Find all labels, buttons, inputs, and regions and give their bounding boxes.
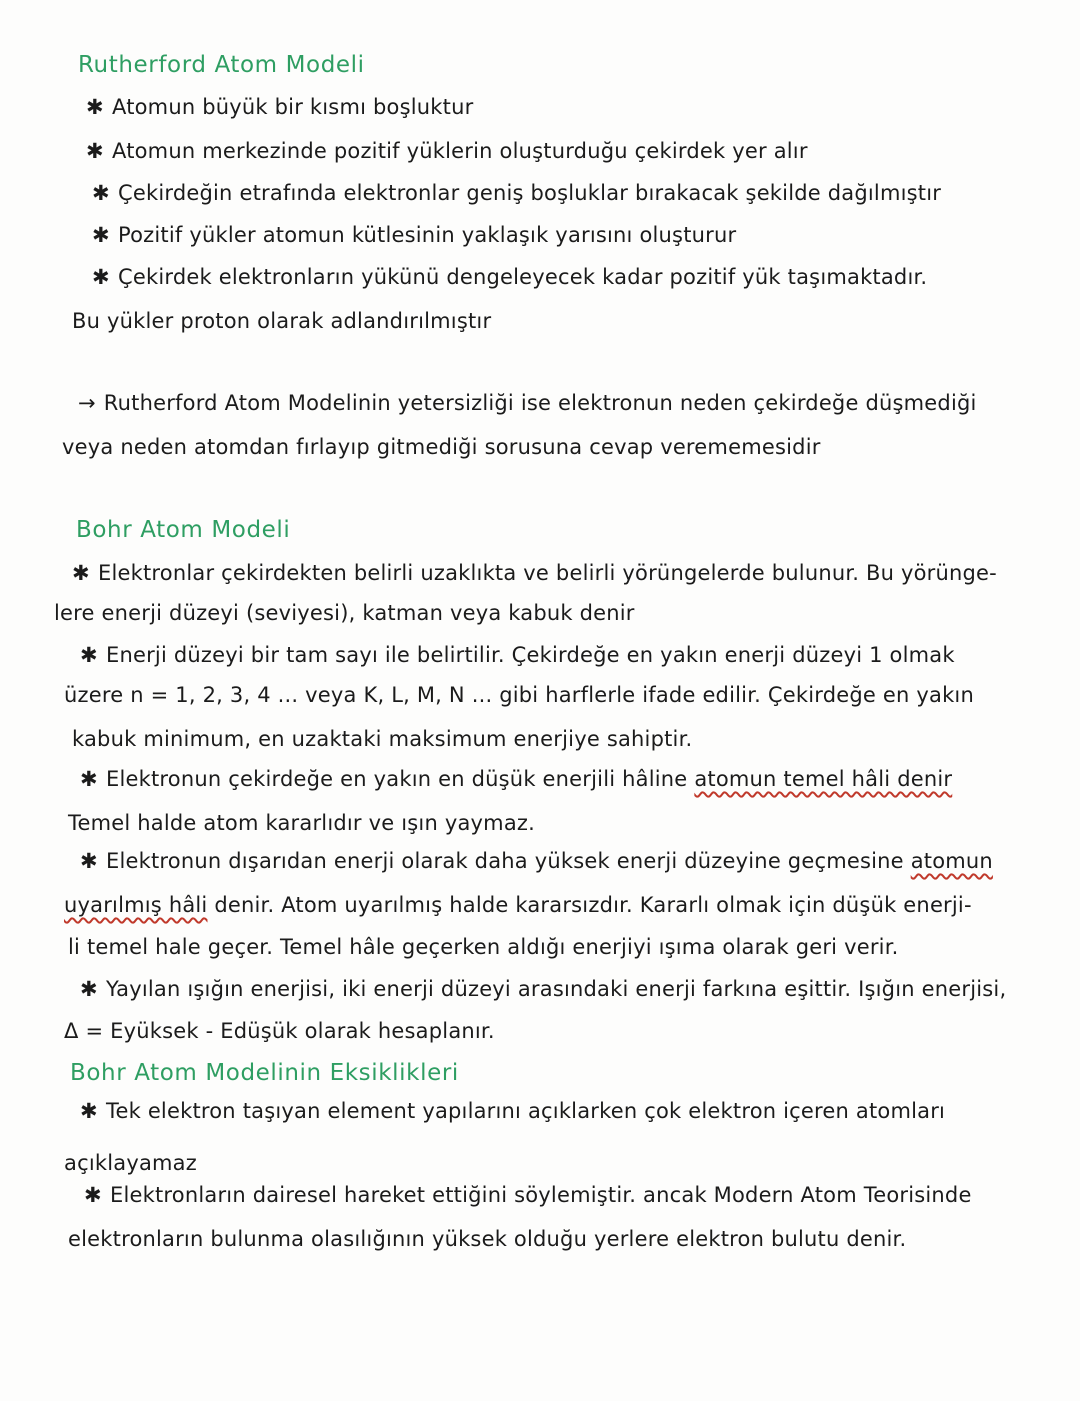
bohr-eksik-title: Bohr Atom Modelinin Eksiklikleri bbox=[70, 1060, 459, 1086]
uyarilmis-hal-term-start: atomun bbox=[910, 849, 993, 873]
bohr-line-3: ✱ Enerji düzeyi bir tam sayı ile belirtilir. Çekirdeğe en yakın enerji düzeyi 1 olmak bbox=[80, 640, 955, 670]
bohr-line-4: üzere n = 1, 2, 3, 4 ... veya K, L, M, N ... gibi harflerle ifade edilir. Çekirdeğe en yakın bbox=[64, 683, 974, 707]
asterisk-icon: ✱ bbox=[92, 265, 110, 289]
rutherford-deficiency-line-2: veya neden atomdan fırlayıp gitmediği sorusuna cevap verememesidir bbox=[62, 435, 821, 459]
temel-hal-term: atomun temel hâli denir bbox=[694, 767, 953, 791]
bohr-line-1: ✱ Elektronlar çekirdekten belirli uzaklıkta ve belirli yörüngelerde bulunur. Bu yörünge- bbox=[72, 558, 997, 588]
rutherford-bullet-1: ✱ Atomun büyük bir kısmı boşluktur bbox=[86, 92, 473, 122]
asterisk-icon: ✱ bbox=[80, 1099, 98, 1123]
bohr-title: Bohr Atom Modeli bbox=[76, 517, 291, 543]
asterisk-icon: ✱ bbox=[80, 977, 98, 1001]
asterisk-icon: ✱ bbox=[80, 767, 98, 791]
asterisk-icon: ✱ bbox=[86, 139, 104, 163]
bohr-eksik-line-4: elektronların bulunma olasılığının yüksek olduğu yerlere elektron bulutu denir. bbox=[68, 1227, 907, 1251]
bohr-line-10: li temel hale geçer. Temel hâle geçerken aldığı enerjiyi ışıma olarak geri verir. bbox=[68, 935, 899, 959]
rutherford-bullet-5: ✱ Çekirdek elektronların yükünü dengeleyecek kadar pozitif yük taşımaktadır. bbox=[92, 262, 927, 292]
rutherford-bullet-2: ✱ Atomun merkezinde pozitif yüklerin oluşturduğu çekirdek yer alır bbox=[86, 136, 808, 166]
bohr-eksik-line-2: açıklayamaz bbox=[64, 1151, 197, 1175]
bohr-line-2: lere enerji düzeyi (seviyesi), katman veya kabuk denir bbox=[54, 601, 635, 625]
uyarilmis-hal-term-end: uyarılmış hâli bbox=[64, 893, 208, 917]
bohr-eksik-line-3: ✱ Elektronların dairesel hareket ettiğini söylemiştir. ancak Modern Atom Teorisinde bbox=[84, 1180, 972, 1210]
bohr-line-11: ✱ Yayılan ışığın enerjisi, iki enerji düzeyi arasındaki enerji farkına eşittir. Işığın enerjisi, bbox=[80, 974, 1006, 1004]
rutherford-bullet-3: ✱ Çekirdeğin etrafında elektronlar geniş boşluklar bırakacak şekilde dağılmıştır bbox=[92, 178, 941, 208]
asterisk-icon: ✱ bbox=[92, 223, 110, 247]
asterisk-icon: ✱ bbox=[84, 1183, 102, 1207]
bohr-eksik-line-1: ✱ Tek elektron taşıyan element yapılarını açıklarken çok elektron içeren atomları bbox=[80, 1096, 945, 1126]
rutherford-deficiency-line-1: → Rutherford Atom Modelinin yetersizliği ise elektronun neden çekirdeğe düşmediği bbox=[78, 388, 977, 418]
bohr-line-6: ✱ Elektronun çekirdeğe en yakın en düşük enerjili hâline atomun temel hâli denir bbox=[80, 764, 952, 794]
rutherford-bullet-5-cont: Bu yükler proton olarak adlandırılmıştır bbox=[72, 309, 492, 333]
asterisk-icon: ✱ bbox=[92, 181, 110, 205]
rutherford-bullet-4: ✱ Pozitif yükler atomun kütlesinin yaklaşık yarısını oluşturur bbox=[92, 220, 736, 250]
bohr-line-9: uyarılmış hâli denir. Atom uyarılmış halde kararsızdır. Kararlı olmak için düşük enerji- bbox=[64, 893, 972, 917]
bohr-energy-formula: Δ = Eyüksek - Edüşük olarak hesaplanır. bbox=[64, 1019, 495, 1043]
arrow-right-icon: → bbox=[78, 391, 96, 415]
bohr-line-8: ✱ Elektronun dışarıdan enerji olarak daha yüksek enerji düzeyine geçmesine atomun bbox=[80, 846, 993, 876]
asterisk-icon: ✱ bbox=[80, 643, 98, 667]
asterisk-icon: ✱ bbox=[86, 95, 104, 119]
asterisk-icon: ✱ bbox=[72, 561, 90, 585]
bohr-line-5: kabuk minimum, en uzaktaki maksimum enerjiye sahiptir. bbox=[72, 727, 693, 751]
rutherford-title: Rutherford Atom Modeli bbox=[78, 52, 365, 78]
bohr-line-7: Temel halde atom kararlıdır ve ışın yaymaz. bbox=[68, 811, 535, 835]
asterisk-icon: ✱ bbox=[80, 849, 98, 873]
